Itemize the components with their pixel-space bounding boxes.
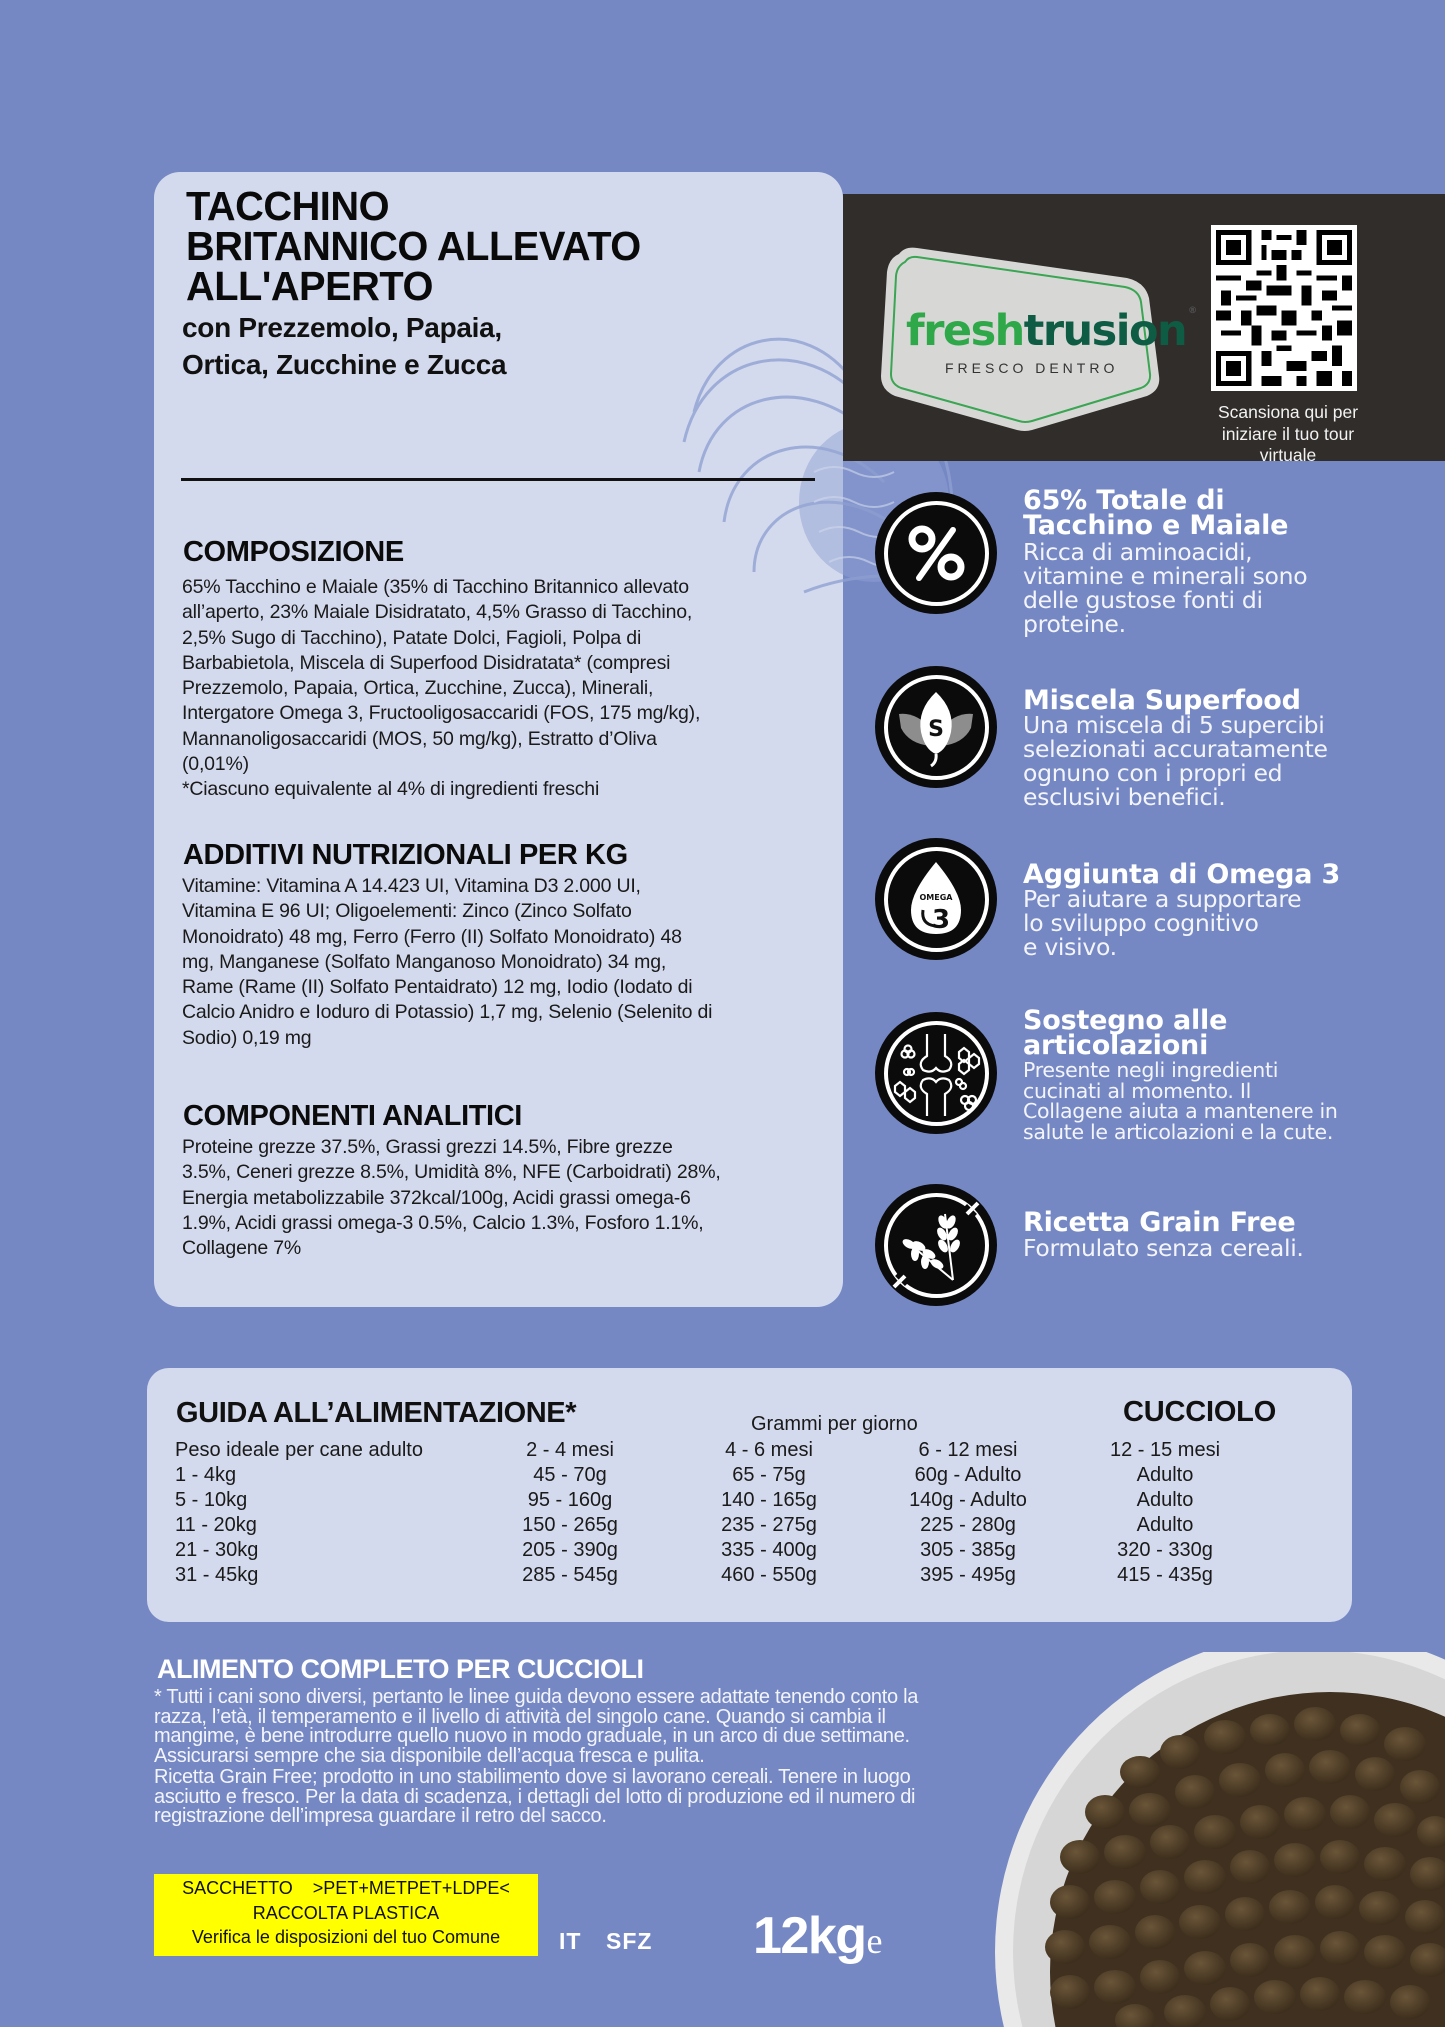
net-weight-value: 12kg bbox=[753, 1907, 866, 1965]
additives-line: Vitamine: Vitamina A 14.423 UI, Vitamina D3 2.000 UI, bbox=[182, 875, 641, 897]
product-title-line-3: ALL'APERTO bbox=[186, 263, 433, 309]
composition-line: 2,5% Sugo di Tacchino), Patate Dolci, Fagioli, Polpa di bbox=[182, 626, 642, 649]
feature-desc-line: delle gustose fonti di bbox=[1023, 586, 1263, 614]
table-cell: 235 - 275g bbox=[721, 1514, 817, 1536]
table-cell: 320 - 330g bbox=[1117, 1539, 1213, 1561]
complete-food-title: ALIMENTO COMPLETO PER CUCCIOLI bbox=[157, 1654, 644, 1684]
feature-desc-line: lo sviluppo cognitivo bbox=[1023, 909, 1259, 937]
table-cell: 60g - Adulto bbox=[914, 1464, 1022, 1486]
feature-description bbox=[1023, 540, 1307, 636]
feature-title-line: Tacchino e Maiale bbox=[1023, 510, 1289, 541]
qr-caption-line: iniziare il tuo tour bbox=[1221, 423, 1355, 444]
table-cell: 150 - 265g bbox=[522, 1514, 618, 1536]
feeding-notes bbox=[154, 1688, 944, 1829]
superfood-leaf-icon bbox=[875, 666, 997, 788]
table-cell: 395 - 495g bbox=[920, 1564, 1016, 1586]
column-header-6-12-months: 6 - 12 mesi bbox=[918, 1439, 1018, 1461]
table-cell: 5 - 10kg bbox=[175, 1489, 248, 1511]
product-subtitle-line-1: con Prezzemolo, Papaia, bbox=[182, 312, 502, 343]
feature-desc-line: Una miscela di 5 supercibi bbox=[1023, 711, 1325, 739]
recycling-info-box bbox=[154, 1874, 538, 1956]
language-code: IT bbox=[559, 1928, 582, 1954]
joint-bone-icon bbox=[875, 1012, 997, 1134]
feature-desc-line: proteine. bbox=[1023, 610, 1126, 638]
column-header-12-15-months: 12 - 15 mesi bbox=[1109, 1439, 1221, 1461]
feature-desc-line: esclusivi benefici. bbox=[1023, 783, 1226, 811]
composition-text bbox=[182, 575, 822, 803]
qr-code[interactable] bbox=[1211, 225, 1357, 391]
additives-line: Rame (Rame (II) Solfato Pentaidrato) 12 mg, Iodio (Iodato di bbox=[182, 976, 693, 999]
brand-logo-text bbox=[906, 306, 1196, 356]
kibble-bowl-image bbox=[995, 1652, 1445, 2027]
product-title-line-1: TACCHINO bbox=[186, 183, 390, 229]
table-cell: 305 - 385g bbox=[920, 1539, 1016, 1561]
feature-desc-line: cucinati al momento. Il bbox=[1023, 1078, 1251, 1103]
column-header-4-6-months: 4 - 6 mesi bbox=[725, 1439, 813, 1461]
table-cell: 140g - Adulto bbox=[909, 1489, 1027, 1511]
additives-line: Vitamina E 96 UI; Oligoelementi: Zinco (Zinco Solfato bbox=[182, 900, 632, 923]
feature-title bbox=[1023, 1005, 1228, 1061]
analytical-line: Proteine grezze 37.5%, Grassi grezzi 14.5%, Fibre grezze bbox=[182, 1136, 673, 1158]
feature-description bbox=[1023, 1060, 1338, 1142]
composition-footnote: *Ciascuno equivalente al 4% di ingredienti freschi bbox=[182, 778, 600, 801]
feeding-note: * Tutti i cani sono diversi, pertanto le linee guida devono essere adattate tenendo conto la razza, l’età, il temperamento e il livello di attività del singolo cane. Quando si cambia il mangime, è bene introdurre quello nuovo in modo graduale, in un arco di due settimane. Assicurarsi sempre che sia disponibile dell’acqua fresca e pulita. bbox=[154, 1686, 919, 1767]
recycle-material: SACCHETTO >PET+METPET+LDPE< bbox=[182, 1878, 510, 1898]
grain-free-icon bbox=[875, 1184, 997, 1306]
table-cell: Adulto bbox=[1136, 1464, 1194, 1486]
additives-heading: ADDITIVI NUTRIZIONALI PER KG bbox=[183, 839, 628, 871]
brand-banner bbox=[843, 194, 1445, 465]
puppy-label: CUCCIOLO bbox=[1123, 1396, 1277, 1428]
feature-desc-line: Presente negli ingredienti bbox=[1023, 1058, 1279, 1082]
feature-desc-line: ognuno con i propri ed bbox=[1023, 759, 1283, 787]
table-cell: 31 - 45kg bbox=[175, 1564, 259, 1586]
feature-desc-line: selezionati accuratamente bbox=[1023, 735, 1328, 763]
brand-name-fresh: fresh bbox=[906, 306, 1024, 356]
grams-per-day-label: Grammi per giorno bbox=[751, 1413, 918, 1435]
qr-caption bbox=[1193, 402, 1383, 467]
title-divider bbox=[181, 478, 815, 481]
table-cell: 285 - 545g bbox=[522, 1564, 618, 1586]
feature-title bbox=[1023, 685, 1301, 716]
feature-desc-line: Per aiutare a supportare bbox=[1023, 885, 1302, 913]
feature-title bbox=[1023, 485, 1289, 541]
table-cell: 11 - 20kg bbox=[175, 1514, 257, 1536]
table-cell: 21 - 30kg bbox=[175, 1539, 259, 1561]
analytical-text bbox=[182, 1135, 822, 1261]
omega3-drop-icon bbox=[875, 838, 997, 960]
product-title-line-2: BRITANNICO ALLEVATO bbox=[186, 223, 641, 269]
table-cell: 460 - 550g bbox=[721, 1564, 817, 1586]
feature-title bbox=[1023, 1207, 1296, 1238]
analytical-line: Collagene 7% bbox=[182, 1237, 302, 1260]
storage-note: Ricetta Grain Free; prodotto in uno stabilimento dove si lavorano cereali. Tenere in luogo asciutto e fresco. Per la data di scadenza, i dettagli del lotto di produzione ed il numero di registrazione dell’impresa guardare il retro del sacco. bbox=[154, 1766, 916, 1827]
composition-line: Mannanoligosaccaridi (MOS, 50 mg/kg), Estratto d’Oliva bbox=[182, 727, 657, 750]
feature-desc-line: vitamine e minerali sono bbox=[1023, 562, 1308, 590]
composition-line: (0,01%) bbox=[182, 753, 249, 776]
feature-title-line: articolazioni bbox=[1023, 1030, 1209, 1061]
composition-line: Barbabietola, Miscela di Superfood Disidratata* (compresi bbox=[182, 651, 671, 674]
qr-caption-line: virtuale bbox=[1259, 445, 1317, 465]
additives-line: Sodio) 0,19 mg bbox=[182, 1026, 312, 1049]
product-subtitle-line-2: Ortica, Zucchine e Zucca bbox=[182, 349, 507, 380]
table-cell: 415 - 435g bbox=[1117, 1564, 1213, 1586]
feature-description bbox=[1023, 713, 1328, 809]
registered-mark: ® bbox=[1188, 306, 1196, 316]
column-header-weight: Peso ideale per cane adulto bbox=[175, 1439, 423, 1461]
table-cell: 335 - 400g bbox=[721, 1539, 817, 1561]
brand-name-trusion: trusion bbox=[1023, 306, 1187, 356]
feeding-guide-title: GUIDA ALL’ALIMENTAZIONE* bbox=[176, 1397, 577, 1429]
factory-code: SFZ bbox=[606, 1928, 653, 1954]
percent-icon bbox=[875, 492, 997, 614]
table-cell: 225 - 280g bbox=[920, 1514, 1016, 1536]
additives-text bbox=[182, 874, 822, 1051]
feature-desc-line: Formulato senza cereali. bbox=[1023, 1234, 1304, 1262]
table-cell: 45 - 70g bbox=[533, 1464, 607, 1486]
composition-line: Prezzemolo, Papaia, Ortica, Zucchine, Zucca), Minerali, bbox=[182, 677, 654, 700]
recycle-collection: RACCOLTA PLASTICA bbox=[252, 1902, 440, 1923]
analytical-line: 1.9%, Acidi grassi omega-3 0.5%, Calcio 1.3%, Fosforo 1.1%, bbox=[182, 1211, 704, 1234]
feature-desc-line: Ricca di aminoacidi, bbox=[1023, 538, 1253, 566]
product-info-panel bbox=[154, 172, 843, 1307]
composition-line: 65% Tacchino e Maiale (35% di Tacchino Britannico allevato bbox=[182, 576, 689, 598]
brand-tagline: FRESCO DENTRO bbox=[945, 360, 1119, 376]
additives-line: mg, Manganese (Solfato Manganoso Monoidrato) 34 mg, bbox=[182, 950, 667, 973]
analytical-line: 3.5%, Ceneri grezze 8.5%, Umidità 8%, NFE (Carboidrati) 28%, bbox=[182, 1161, 721, 1184]
composition-line: Intergatore Omega 3, Fructooligosaccaridi (FOS, 175 mg/kg), bbox=[182, 702, 701, 725]
feature-description bbox=[1023, 887, 1301, 959]
estimated-sign-icon: e bbox=[866, 1921, 882, 1961]
table-cell: 95 - 160g bbox=[527, 1489, 613, 1511]
table-cell: Adulto bbox=[1136, 1514, 1194, 1536]
feature-description bbox=[1023, 1236, 1304, 1260]
svg-text:OMEGA: OMEGA bbox=[919, 893, 953, 902]
table-cell: 1 - 4kg bbox=[175, 1464, 237, 1486]
svg-text:S: S bbox=[928, 717, 944, 742]
qr-caption-line: Scansiona qui per bbox=[1217, 402, 1359, 422]
composition-line: all’aperto, 23% Maiale Disidratato, 4,5% Grasso di Tacchino, bbox=[182, 601, 693, 624]
table-cell: 205 - 390g bbox=[522, 1539, 618, 1561]
feature-title bbox=[1023, 859, 1341, 890]
svg-text:3: 3 bbox=[931, 905, 951, 935]
analytical-heading: COMPONENTI ANALITICI bbox=[183, 1100, 522, 1132]
feature-desc-line: salute le articolazioni e la cute. bbox=[1023, 1119, 1334, 1144]
analytical-line: Energia metabolizzabile 372kcal/100g, Acidi grassi omega-6 bbox=[182, 1186, 691, 1209]
feature-title-line: Sostegno alle bbox=[1023, 1005, 1228, 1036]
additives-line: Calcio Anidro e Ioduro di Potassio) 1,7 mg, Selenio (Selenito di bbox=[182, 1001, 713, 1024]
feature-title-line: Ricetta Grain Free bbox=[1023, 1207, 1296, 1238]
feature-desc-line: e visivo. bbox=[1023, 933, 1117, 961]
feature-title-line: Miscela Superfood bbox=[1023, 685, 1301, 716]
table-cell: 140 - 165g bbox=[721, 1489, 817, 1511]
additives-line: Monoidrato) 48 mg, Ferro (Ferro (II) Solfato Monoidrato) 48 bbox=[182, 925, 682, 948]
feature-title-line: Aggiunta di Omega 3 bbox=[1023, 859, 1341, 890]
column-header-2-4-months: 2 - 4 mesi bbox=[526, 1439, 614, 1461]
table-cell: Adulto bbox=[1136, 1489, 1194, 1511]
feeding-guide-panel bbox=[147, 1368, 1352, 1622]
table-cell: 65 - 75g bbox=[732, 1464, 806, 1486]
recycle-check-note: Verifica le disposizioni del tuo Comune bbox=[191, 1927, 501, 1947]
feature-desc-line: Collagene aiuta a mantenere in bbox=[1023, 1099, 1338, 1123]
composition-heading: COMPOSIZIONE bbox=[183, 536, 404, 568]
feature-title-line: 65% Totale di bbox=[1023, 485, 1225, 516]
net-weight bbox=[753, 1906, 881, 1966]
